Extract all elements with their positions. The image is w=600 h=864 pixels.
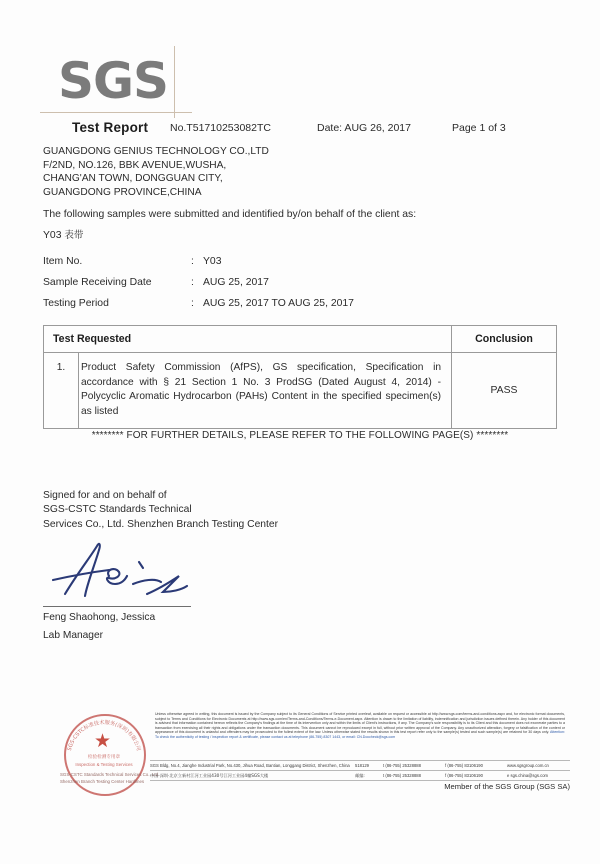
row-number: 1. bbox=[44, 353, 79, 429]
footer-address-row-en bbox=[150, 760, 570, 770]
signatory-name: Feng Shaohong, Jessica bbox=[43, 612, 156, 624]
info-colon: : bbox=[191, 277, 194, 288]
signatory-role: Lab Manager bbox=[43, 630, 104, 642]
page-number: Page 1 of 3 bbox=[452, 122, 506, 134]
footer-address-block bbox=[150, 760, 570, 781]
column-header-test-requested: Test Requested bbox=[44, 326, 452, 353]
info-colon: : bbox=[191, 298, 194, 309]
footer-fax-cn: f (86-755) 83106190 bbox=[445, 773, 483, 778]
info-colon: : bbox=[191, 256, 194, 267]
client-address-line: GUANGDONG PROVINCE,CHINA bbox=[43, 186, 202, 198]
footer-terms-text: Unless otherwise agreed in writing, this document is issued by the Company subject to its General Conditions of Service printed overleaf, available on request or accessible at http://www.sgs.com/terms-and-conditions.aspx and, for electronic format documents, subject to Terms and Conditions for Electronic Documents at http://www.sgs.com/en/Terms-and-Conditions/Terms-e-Document.aspx. Attention is drawn to the limitation of liability, indemnification and jurisdiction issues defined therein. Any holder of this document is advised that information contained hereon reflects the Company's findings at the time of its intervention only and within the limits of Client's instructions, if any. The Company's sole responsibility is to its Client and this document does not exonerate parties to a transaction from exercising all their rights and obligations under the transaction documents. This document cannot be reproduced except in full, without prior written approval of the Company. Any unauthorized alteration, forgery or falsification of the content or appearance of this document is unlawful and offenders may be prosecuted to the fullest extent of the law. Unless otherwise stated the results shown in this test report refer only to the sample(s) tested and such sample(s) are retained for 30 days only. bbox=[155, 712, 565, 734]
star-icon: ★ bbox=[94, 731, 112, 752]
client-address-line: GUANGDONG GENIUS TECHNOLOGY CO.,LTD bbox=[43, 146, 269, 157]
row-description: Product Safety Commission (AfPS), GS specification, Specification in accordance with § 21 Section 1 No. 3 ProdSG (Dated August 4, 2014) - Polycyclic Aromatic Hydrocarbon (PAHs) Content in the specified specimen(s) as listed bbox=[79, 353, 452, 429]
info-label: Testing Period bbox=[43, 298, 109, 309]
client-address bbox=[43, 145, 463, 199]
report-header bbox=[0, 120, 600, 140]
client-address-line: CHANG'AN TOWN, DONGGUAN CITY, bbox=[43, 173, 223, 185]
test-requested-table bbox=[43, 325, 557, 429]
column-header-conclusion: Conclusion bbox=[452, 326, 557, 353]
info-row bbox=[43, 251, 503, 272]
seal-center-chinese: 检验检测专用章 bbox=[87, 755, 121, 760]
table-header-row bbox=[44, 326, 557, 353]
sample-name bbox=[43, 227, 83, 241]
sample-info-list bbox=[43, 251, 503, 314]
footer-email: e sgs.china@sgs.com bbox=[507, 773, 549, 778]
info-row bbox=[43, 293, 503, 314]
footer-address-row-cn bbox=[150, 770, 570, 781]
footer-address-cn: 中国·深圳·北京立新村江河工业园430号江河工业园4幢SGS大楼 bbox=[150, 773, 269, 778]
footer-fax: f (86-755) 83106190 bbox=[445, 763, 483, 768]
info-row bbox=[43, 272, 503, 293]
table-row bbox=[44, 353, 557, 429]
footer-zip-en: 518129 bbox=[355, 763, 369, 768]
report-number: No.T51710253082TC bbox=[170, 122, 271, 134]
sample-intro-text: The following samples were submitted and identified by/on behalf of the client as: bbox=[43, 209, 417, 220]
crop-mark-vertical bbox=[174, 46, 175, 118]
signature-rule bbox=[43, 606, 191, 607]
signature-line-1: Signed for and on behalf of bbox=[43, 490, 167, 501]
info-value: AUG 25, 2017 bbox=[203, 277, 269, 288]
footer-attention-text: Attention: To check the authenticity of testing / inspection report & certificate, please contact us at telephone (86-755) 8307 1443, or email: CN.Doccheck@sgs.com bbox=[155, 730, 565, 739]
seal-caption-line-1: SGS-CSTC Standards Technical Services Co., Ltd. bbox=[60, 772, 160, 777]
page-title: Test Report bbox=[72, 120, 149, 135]
footer-tel: t (86-755) 25328888 bbox=[383, 763, 421, 768]
signature-line-2: SGS-CSTC Standards Technical bbox=[43, 504, 192, 516]
info-label: Sample Receiving Date bbox=[43, 277, 152, 288]
footer-tel-cn: t (86-755) 25328888 bbox=[383, 773, 421, 778]
signature-block bbox=[43, 489, 373, 643]
report-date: Date: AUG 26, 2017 bbox=[317, 122, 411, 134]
sample-name-code: Y03 bbox=[43, 230, 62, 241]
info-label: Item No. bbox=[43, 256, 83, 267]
info-value: AUG 25, 2017 TO AUG 25, 2017 bbox=[203, 298, 354, 309]
seal-caption-line-2: Shenzhen Branch Testing Center Hardlines bbox=[60, 778, 145, 784]
footer-terms bbox=[155, 712, 565, 739]
signature-line-3: Services Co., Ltd. Shenzhen Branch Testing Center bbox=[43, 518, 279, 530]
crop-mark-horizontal bbox=[40, 112, 192, 113]
further-details-note: ******** FOR FURTHER DETAILS, PLEASE REFER TO THE FOLLOWING PAGE(S) ******** bbox=[91, 430, 509, 441]
info-value: Y03 bbox=[203, 256, 222, 267]
member-of-sgs-group: Member of the SGS Group (SGS SA) bbox=[444, 782, 570, 791]
sample-name-chinese: 表带 bbox=[64, 230, 84, 241]
footer-zip-cn-label: 邮编: bbox=[355, 773, 365, 778]
footer-address-en: SGS Bldg, No.4, Jianghe Industrial Park, No.430, Jihua Road, Bantian, Longgang District, Shenzhen, China bbox=[150, 763, 350, 768]
row-conclusion: PASS bbox=[452, 353, 557, 429]
seal-arc-label: SGS-CSTC标准技术服务(深圳)有限公司 bbox=[66, 719, 142, 752]
sgs-logo bbox=[58, 52, 188, 114]
handwritten-signature-icon bbox=[43, 538, 373, 604]
sgs-logo-text: SGS bbox=[58, 52, 169, 110]
client-address-line: F/2ND, NO.126, BBK AVENUE,WUSHA, bbox=[43, 159, 227, 171]
seal-center-english: Inspection & Testing Services bbox=[75, 762, 133, 767]
footer-website: www.sgsgroup.com.cn bbox=[507, 763, 549, 768]
